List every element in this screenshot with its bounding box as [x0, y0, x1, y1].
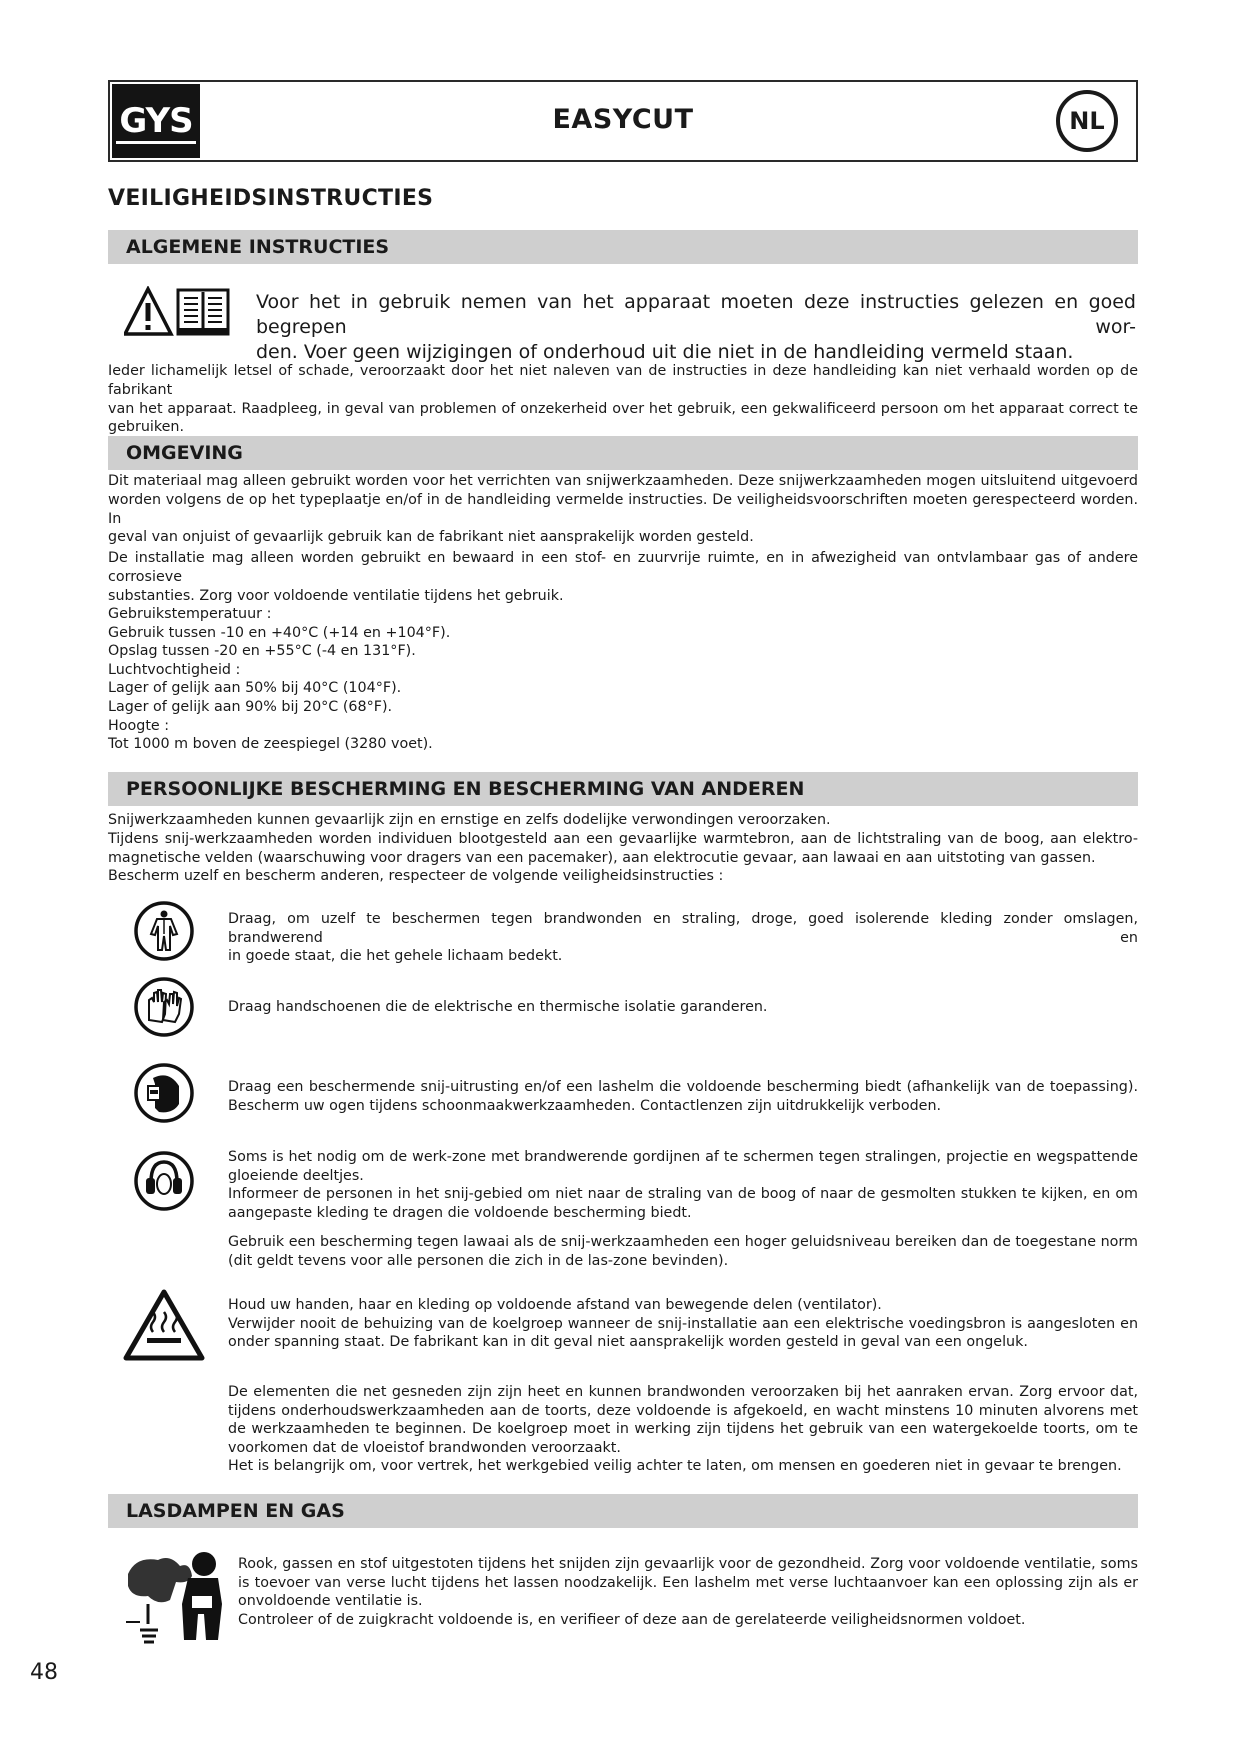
environment-paragraph-2: De installatie mag alleen worden gebruikt en bewaard in een stof- en zuurvrije ruimte, en in afwezigheid van ontvlambaar gas of andere corrosieve substanties. Zorg voor voldoende ventilatie tijdens het gebruik.	[108, 550, 1138, 604]
section-heading-protection: PERSOONLIJKE BESCHERMING EN BESCHERMING VAN ANDEREN	[108, 772, 1138, 806]
gloves-instruction: Draag handschoenen die de elektrische en thermische isolatie garanderen.	[228, 999, 768, 1015]
section-heading-environment: OMGEVING	[108, 436, 1138, 470]
hot-parts-instruction: De elementen die net gesneden zijn zijn heet en kunnen brandwonden veroorzaken bij het aanraken ervan. Zorg ervoor dat, tijdens onderhoudswerkzaamheden aan de toorts, deze voldoende is afgekoeld, en wacht minstens 10 minuten alvorens met de werkzaamheden te beginnen. De koelgroep moet in werking zijn tijdens het gebruik van een watergekoelde toorts, om te voorkomen dat de vloeistof brandwonden veroorzaakt. Het is belangrijk om, voor vertrek, het werkgebied veilig achter te laten, om mensen en goederen niet in gevaar te brengen.	[228, 1384, 1138, 1475]
environment-spec-list	[108, 605, 450, 754]
page-number: 48	[30, 1660, 58, 1685]
section-heading-fumes: LASDAMPEN EN GAS	[108, 1494, 1138, 1528]
spec-line: Lager of gelijk aan 50% bij 40°C (104°F).	[108, 680, 402, 697]
spec-line: Gebruik tussen -10 en +40°C (+14 en +104°F).	[108, 624, 451, 641]
language-badge: NL	[1056, 90, 1118, 152]
spec-line: Tot 1000 m boven de zeespiegel (3280 voet).	[108, 736, 433, 753]
spec-line: Luchtvochtigheid :	[108, 661, 241, 678]
ear-protection-instruction: Soms is het nodig om de werk-zone met brandwerende gordijnen af te schermen tegen stralingen, projectie en wegspattende gloeiende deeltjes. Informeer de personen in het snij-gebied om niet naar de straling van de boog of naar de gesmolten stukken te kijken, en om aangepaste kleding te dragen die voldoende bescherming biedt.	[228, 1149, 1138, 1221]
warning-manual-icon	[124, 286, 232, 342]
document-header	[108, 80, 1138, 162]
spec-line: Hoogte :	[108, 717, 170, 734]
protective-clothing-icon	[133, 900, 195, 966]
hot-surface-warning-icon	[122, 1288, 206, 1368]
noise-instruction: Gebruik een bescherming tegen lawaai als de snij-werkzaamheden een hoger geluidsniveau bereiken dan de toegestane norm (dit geldt tevens voor alle personen die zich in de las-zone bevinden).	[228, 1234, 1138, 1269]
spec-line: Lager of gelijk aan 90% bij 20°C (68°F).	[108, 698, 393, 715]
environment-paragraph-1: Dit materiaal mag alleen gebruikt worden voor het verrichten van snijwerkzaamheden. Deze snijwerkzaamheden mogen uitsluitend uitgevoerd worden volgens de op het typeplaatje en/of in de handleiding vermelde instructies. De veiligheidsvoorschriften moeten gerespecteerd worden. In geval van onjuist of gevaarlijk gebruik kan de fabrikant niet aansprakelijk worden gesteld.	[108, 473, 1138, 546]
general-paragraph: Ieder lichamelijk letsel of schade, veroorzaakt door het niet naleven van de instructies in deze handleiding kan niet verhaald worden op de fabrikant van het apparaat. Raadpleeg, in geval van problemen of onzekerheid over het gebruik, een gekwalificeerd persoon om het apparaat correct te gebruiken.	[108, 363, 1138, 436]
clothing-instruction: Draag, om uzelf te beschermen tegen brandwonden en straling, droge, goed isolerende kleding zonder omslagen, brandwerend en in goede staat, die het gehele lichaam bedekt.	[228, 911, 1138, 965]
helmet-instruction: Draag een beschermende snij-uitrusting en/of een lashelm die voldoende bescherming biedt (afhankelijk van de toepassing). Bescherm uw ogen tijdens schoonmaakwerkzaamheden. Contactlenzen zijn uitdrukkelijk verboden.	[228, 1079, 1138, 1114]
hot-surface-instruction: Houd uw handen, haar en kleding op voldoende afstand van bewegende delen (ventilator). Verwijder nooit de behuizing van de koelgroep wanneer de snij-installatie aan een elektrische voedingsbron is aangesloten en onder spanning staat. De fabrikant kan in dit geval niet aansprakelijk worden gesteld in geval van een ongeluk.	[228, 1297, 1138, 1351]
section-heading-general: ALGEMENE INSTRUCTIES	[108, 230, 1138, 264]
document-title: EASYCUT	[552, 104, 694, 135]
page-title: VEILIGHEIDSINSTRUCTIES	[108, 186, 434, 211]
spec-line: Opslag tussen -20 en +55°C (-4 en 131°F).	[108, 643, 416, 660]
ear-protection-icon	[133, 1150, 195, 1216]
general-warning-text: Voor het in gebruik nemen van het apparaat moeten deze instructies gelezen en goed begrepen wor- den. Voer geen wijzigingen of onderhoud uit die niet in de handleiding vermeld staan.	[256, 291, 1136, 363]
welding-helmet-icon	[133, 1062, 195, 1128]
fumes-instruction: Rook, gassen en stof uitgestoten tijdens het snijden zijn gevaarlijk voor de gezondheid. Zorg voor voldoende ventilatie, soms is toevoer van verse lucht tijdens het lassen noodzakelijk. Een lashelm met verse luchtaanvoer kan een oplossing zijn als er onvoldoende ventilatie is. Controleer of de zuigkracht voldoende is, en verifieer of deze aan de gerelateerde veiligheidsnormen voldoet.	[238, 1556, 1138, 1628]
fumes-hazard-icon	[118, 1544, 228, 1658]
protection-intro: Snijwerkzaamheden kunnen gevaarlijk zijn en ernstige en zelfs dodelijke verwondingen veroorzaken. Tijdens snij-werkzaamheden worden individuen blootgesteld aan een gevaarlijke warmtebron, aan de lichtstraling van de boog, aan elektro- magnetische velden (waarschuwing voor dragers van een pacemaker), aan elektrocutie gevaar, aan lawaai en aan uitstoting van gassen. Bescherm uzelf en bescherm anderen, respecteer de volgende veiligheidsinstructies :	[108, 812, 1138, 885]
gloves-icon	[133, 976, 195, 1042]
logo-text: GYS	[119, 101, 193, 141]
spec-line: Gebruikstemperatuur :	[108, 606, 272, 622]
